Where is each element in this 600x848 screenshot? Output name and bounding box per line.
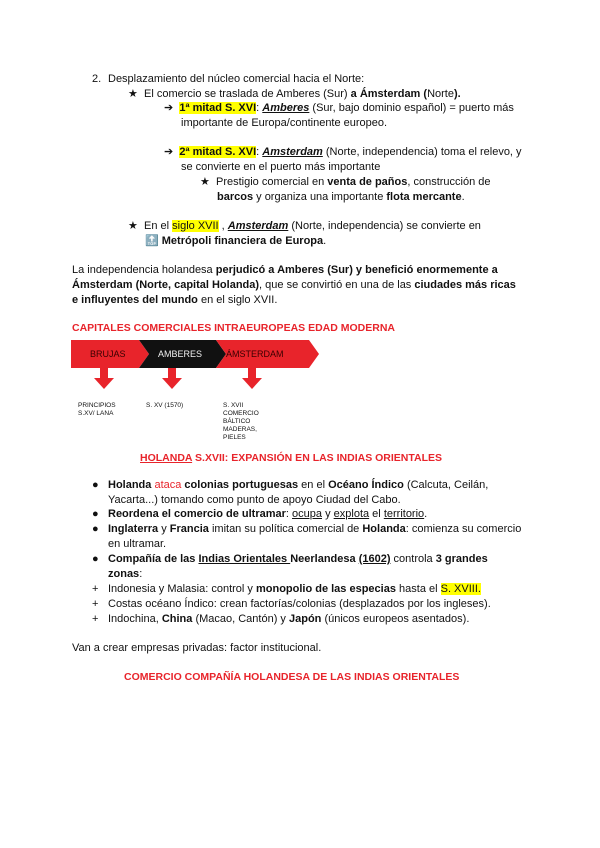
- star-icon: ★: [128, 88, 138, 100]
- plus-item-3: Indochina, China (Macao, Cantón) y Japón (únicos europeos asentados).: [108, 613, 470, 625]
- down-arrow-icon: [240, 368, 264, 390]
- plus-item: [92, 597, 98, 612]
- list-item-3-cont: en ultramar.: [108, 538, 167, 550]
- list-item-2: Reordena el comercio de ultramar: ocupa y explota el territorio.: [108, 508, 428, 520]
- label-amsterdam: ÁMSTERDAM: [226, 349, 284, 359]
- list-item: [92, 507, 99, 522]
- heading-capitales: CAPITALES COMERCIALES INTRAEUROPEAS EDAD MODERNA: [72, 322, 395, 334]
- sub-item-1: ➔ 1ª mitad S. XVI: Amberes (Sur, bajo dominio español) = puerto más: [164, 102, 514, 114]
- paragraph-line-3: e influyentes del mundo en el siglo XVII.: [72, 294, 278, 306]
- star-icon: ★: [200, 176, 210, 188]
- arrow-right-icon: ➔: [164, 146, 174, 158]
- list-item-3: Inglaterra y Francia imitan su política comercial de Holanda: comienza su comercio: [108, 523, 522, 535]
- sub-item-2-cont: se convierte en el puerto más importante: [181, 161, 381, 173]
- plus-icon: +: [92, 583, 99, 595]
- heading-holanda: HOLANDA S.XVII: EXPANSIÓN EN LAS INDIAS ORIENTALES: [140, 452, 443, 464]
- bullet-icon: ●: [92, 479, 99, 491]
- down-arrow-icon: [92, 368, 116, 390]
- paragraph-line-2: Ámsterdam (Norte, capital Holanda), que se convirtió en una de las ciudades más ricas: [72, 279, 516, 291]
- plus-item-1: Indonesia y Malasia: control y monopolio de las especias hasta el S. XVIII.: [108, 583, 481, 595]
- plus-icon: +: [92, 613, 99, 625]
- plus-item-2: Costas océano Índico: crean factorías/colonias (desplazados por los ingleses).: [108, 598, 491, 610]
- sub-sub-item-cont: barcos y organiza una importante flota mercante.: [217, 191, 465, 203]
- bullet-icon: ●: [92, 553, 99, 565]
- plus-item: [92, 612, 98, 627]
- star-icon: ★: [128, 220, 138, 232]
- bullet-2: ★ En el siglo XVII , Amsterdam (Norte, independencia) se convierte en: [128, 220, 481, 232]
- list-item-1-cont: Yacarta...) tomando como punto de apoyo Ciudad del Cabo.: [108, 494, 401, 506]
- top-emoji-icon: 🔝: [145, 235, 159, 247]
- arrow-right-icon: ➔: [164, 102, 174, 114]
- bullet-2-cont: 🔝 Metrópoli financiera de Europa.: [145, 235, 327, 247]
- list-item-4-cont: zonas:: [108, 568, 143, 580]
- note-amsterdam: S. XVII COMERCIO BÁLTICO MADERAS, PIELES: [223, 402, 259, 441]
- bullet-icon: ●: [92, 508, 99, 520]
- footer-text: Van a crear empresas privadas: factor institucional.: [72, 642, 322, 654]
- section-number: 2.: [92, 73, 102, 85]
- bullet-1: ★ El comercio se traslada de Amberes (Sur) a Ámsterdam (Norte).: [128, 88, 461, 100]
- note-amberes: S. XV (1570): [146, 402, 184, 409]
- sub-item-2: ➔ 2ª mitad S. XVI: Amsterdam (Norte, independencia) toma el relevo, y: [164, 146, 522, 158]
- list-item: [92, 552, 99, 567]
- paragraph-line-1: La independencia holandesa perjudicó a Amberes (Sur) y benefició enormemente a: [72, 264, 498, 276]
- label-amberes: AMBERES: [158, 349, 203, 359]
- section-title: Desplazamiento del núcleo comercial hacia el Norte:: [108, 73, 365, 85]
- note-brujas: PRINCIPIOS S.XV/ LANA: [78, 402, 116, 417]
- plus-icon: +: [92, 598, 99, 610]
- list-item-1: Holanda ataca colonias portuguesas en el Océano Índico (Calcuta, Ceilán,: [108, 479, 489, 491]
- plus-item: [92, 582, 98, 597]
- heading-comercio: COMERCIO COMPAÑÍA HOLANDESA DE LAS INDIAS ORIENTALES: [124, 671, 460, 683]
- sub-sub-item: ★ Prestigio comercial en venta de paños, construcción de: [200, 176, 491, 188]
- down-arrow-icon: [160, 368, 184, 390]
- label-brujas: BRUJAS: [90, 349, 126, 359]
- bullet-icon: ●: [92, 523, 99, 535]
- list-item: [92, 478, 99, 493]
- list-item-4: Compañía de las Indias Orientales Neerlandesa (1602) controla 3 grandes: [108, 553, 488, 565]
- sub-item-1-cont: importante de Europa/continente europeo.: [181, 117, 388, 129]
- list-item: [92, 522, 99, 537]
